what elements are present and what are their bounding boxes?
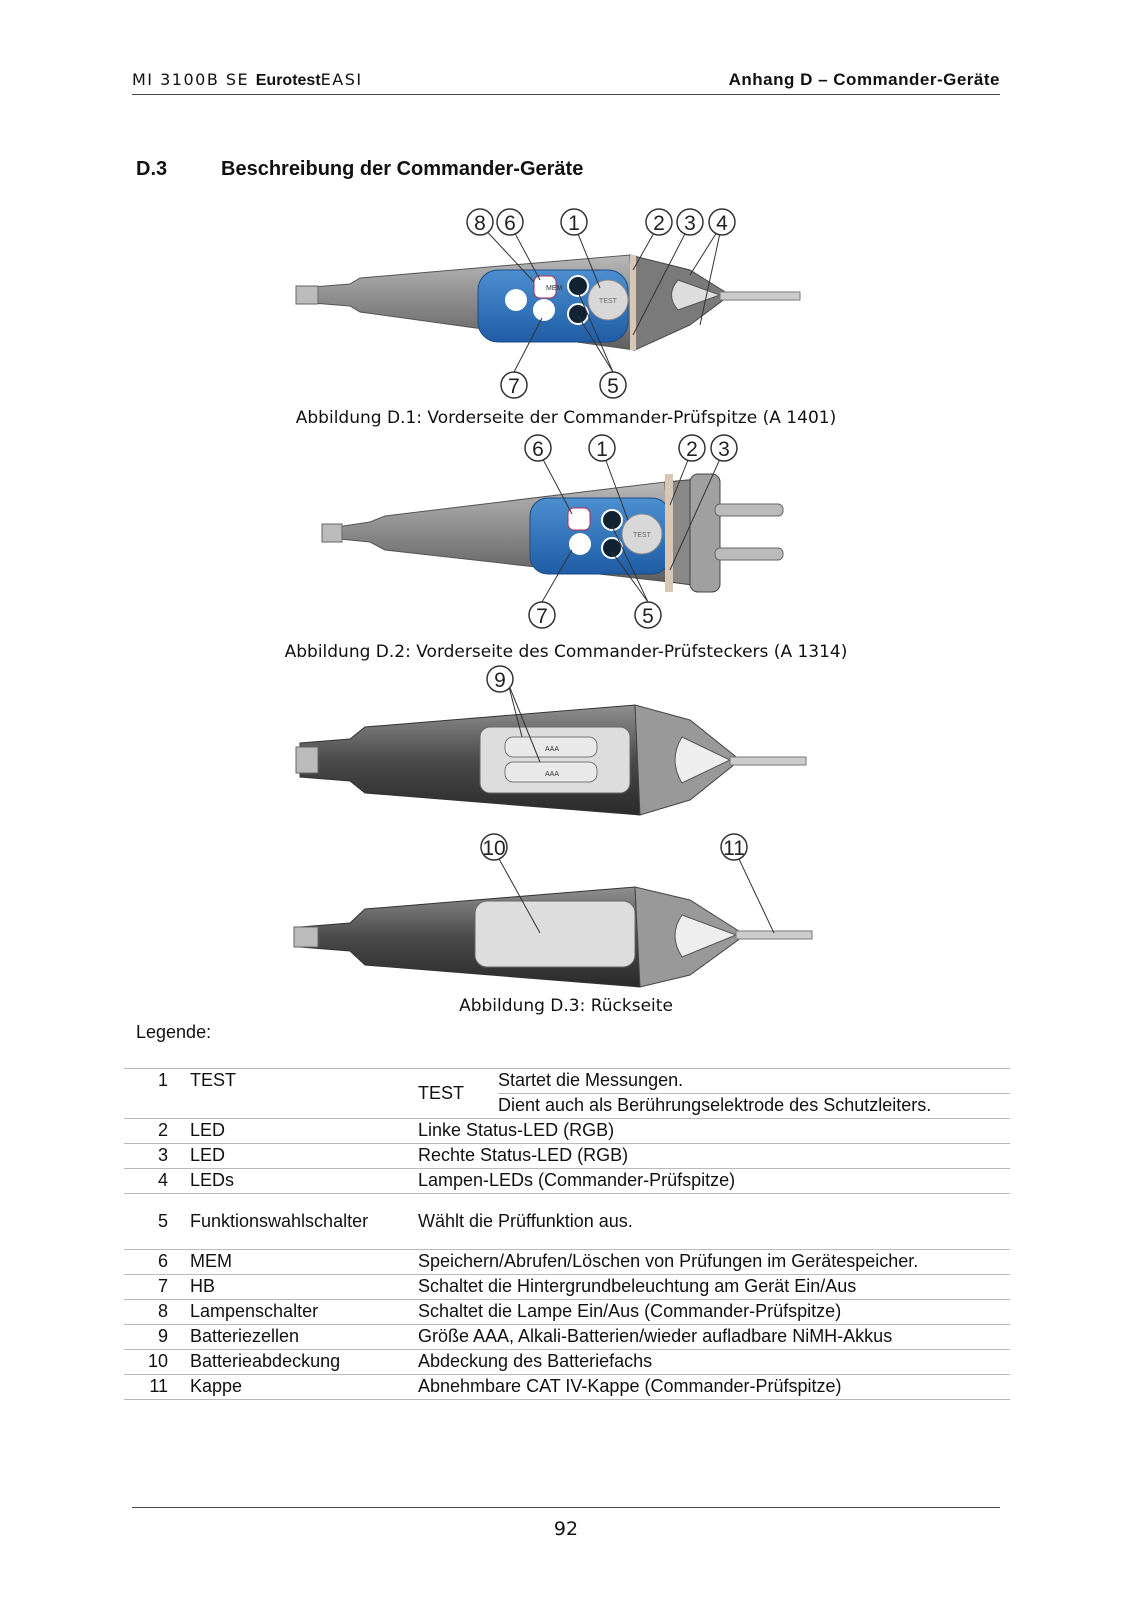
table-row bbox=[124, 1325, 1010, 1350]
legend-number: 6 bbox=[124, 1250, 190, 1275]
callout-label: 3 bbox=[718, 438, 730, 461]
legend-name: MEM bbox=[190, 1250, 418, 1275]
callout-label: 2 bbox=[653, 212, 665, 235]
header-product: MI 3100B SE EurotestEASI bbox=[132, 70, 363, 89]
table-row bbox=[124, 1069, 1010, 1094]
legend-description: Schaltet die Hintergrundbeleuchtung am Gerät Ein/Aus bbox=[418, 1275, 1010, 1300]
figure-test-plug-front bbox=[310, 430, 830, 640]
legend-label: Legende: bbox=[136, 1022, 212, 1042]
table-row bbox=[124, 1250, 1010, 1275]
page-header bbox=[132, 68, 1000, 95]
legend-description: Schaltet die Lampe Ein/Aus (Commander-Prüfspitze) bbox=[418, 1300, 1010, 1325]
legend-description: Abdeckung des Batteriefachs bbox=[418, 1350, 1010, 1375]
table-row bbox=[124, 1169, 1010, 1194]
callout-label: 6 bbox=[504, 212, 516, 235]
legend-description: Rechte Status-LED (RGB) bbox=[418, 1144, 1010, 1169]
section-title bbox=[136, 158, 583, 181]
test-key-label: TEST bbox=[599, 298, 617, 305]
legend-number: 7 bbox=[124, 1275, 190, 1300]
callout-label: 7 bbox=[508, 375, 520, 398]
legend-number: 1 bbox=[124, 1069, 190, 1119]
callouts-bottom bbox=[501, 372, 626, 398]
test-key-label: TEST bbox=[633, 532, 651, 539]
legend-number: 11 bbox=[124, 1375, 190, 1400]
callout-label: 1 bbox=[596, 438, 608, 461]
figure-caption-d3: Abbildung D.3: Rückseite bbox=[459, 996, 673, 1016]
legend-description: Lampen-LEDs (Commander-Prüfspitze) bbox=[418, 1169, 1010, 1194]
legend-number: 5 bbox=[124, 1194, 190, 1250]
page-footer bbox=[132, 1507, 1000, 1540]
legend-name: Batteriezellen bbox=[190, 1325, 418, 1350]
table-row bbox=[124, 1144, 1010, 1169]
callout-label: 8 bbox=[474, 212, 486, 235]
figure-caption-d2: Abbildung D.2: Vorderseite des Commander-Prüfsteckers (A 1314) bbox=[284, 642, 848, 662]
page-number: 92 bbox=[553, 1518, 579, 1540]
callout-label: 2 bbox=[686, 438, 698, 461]
legend-name: HB bbox=[190, 1275, 418, 1300]
callout-label: 6 bbox=[532, 438, 544, 461]
callouts-bottom bbox=[529, 602, 661, 628]
legend-number: 4 bbox=[124, 1169, 190, 1194]
legend-description: Wählt die Prüffunktion aus. bbox=[418, 1194, 1010, 1250]
callout-label: 1 bbox=[568, 212, 580, 235]
callout-label: 7 bbox=[536, 605, 548, 628]
legend-description: Speichern/Abrufen/Löschen von Prüfungen im Gerätespeicher. bbox=[418, 1250, 1010, 1275]
figure-caption-d1: Abbildung D.1: Vorderseite der Commander-Prüfspitze (A 1401) bbox=[295, 408, 837, 428]
section-heading: Beschreibung der Commander-Geräte bbox=[221, 158, 584, 180]
legend-name: LEDs bbox=[190, 1169, 418, 1194]
callout-battery bbox=[487, 666, 513, 692]
figure-test-probe-front bbox=[290, 200, 830, 410]
legend-name: LED bbox=[190, 1144, 418, 1169]
legend-description: Dient auch als Berührungselektrode des Schutzleiters. bbox=[498, 1094, 1010, 1119]
callout-label: 5 bbox=[607, 375, 619, 398]
table-row bbox=[124, 1275, 1010, 1300]
callout-label: 5 bbox=[642, 605, 654, 628]
battery-label: AAA bbox=[544, 746, 560, 753]
callout-label: 3 bbox=[684, 212, 696, 235]
table-row bbox=[124, 1350, 1010, 1375]
legend-number: 2 bbox=[124, 1119, 190, 1144]
figure-rear-view bbox=[290, 665, 830, 995]
section-number: D.3 bbox=[136, 158, 168, 180]
callout-battery-cover bbox=[481, 834, 507, 860]
table-row bbox=[124, 1194, 1010, 1250]
legend-name: Funktionswahlschalter bbox=[190, 1194, 418, 1250]
callout-label: 9 bbox=[494, 669, 506, 692]
legend-number: 10 bbox=[124, 1350, 190, 1375]
table-row bbox=[124, 1119, 1010, 1144]
callout-label: 11 bbox=[723, 837, 745, 860]
legend-description: Startet die Messungen. bbox=[498, 1069, 1010, 1094]
legend-name: TEST bbox=[190, 1069, 418, 1119]
table-row bbox=[124, 1300, 1010, 1325]
legend-name: Batterieabdeckung bbox=[190, 1350, 418, 1375]
callout-cap bbox=[721, 834, 747, 860]
callouts-top bbox=[525, 435, 737, 461]
legend-description: Abnehmbare CAT IV-Kappe (Commander-Prüfspitze) bbox=[418, 1375, 1010, 1400]
header-chapter: Anhang D – Commander-Geräte bbox=[728, 70, 1000, 89]
legend-table bbox=[124, 1068, 1010, 1400]
callout-label: 10 bbox=[482, 837, 506, 860]
legend-subname: TEST bbox=[418, 1069, 498, 1119]
legend-name: Kappe bbox=[190, 1375, 418, 1400]
legend-number: 8 bbox=[124, 1300, 190, 1325]
legend-description: Linke Status-LED (RGB) bbox=[418, 1119, 1010, 1144]
table-row bbox=[124, 1375, 1010, 1400]
battery-label: AAA bbox=[544, 771, 560, 778]
legend-number: 3 bbox=[124, 1144, 190, 1169]
legend-name: Lampenschalter bbox=[190, 1300, 418, 1325]
mem-key-label: MEM bbox=[546, 285, 563, 292]
legend-number: 9 bbox=[124, 1325, 190, 1350]
callouts-top bbox=[467, 209, 735, 235]
legend-name: LED bbox=[190, 1119, 418, 1144]
callout-label: 4 bbox=[716, 212, 728, 235]
legend-description: Größe AAA, Alkali-Batterien/wieder aufladbare NiMH-Akkus bbox=[418, 1325, 1010, 1350]
